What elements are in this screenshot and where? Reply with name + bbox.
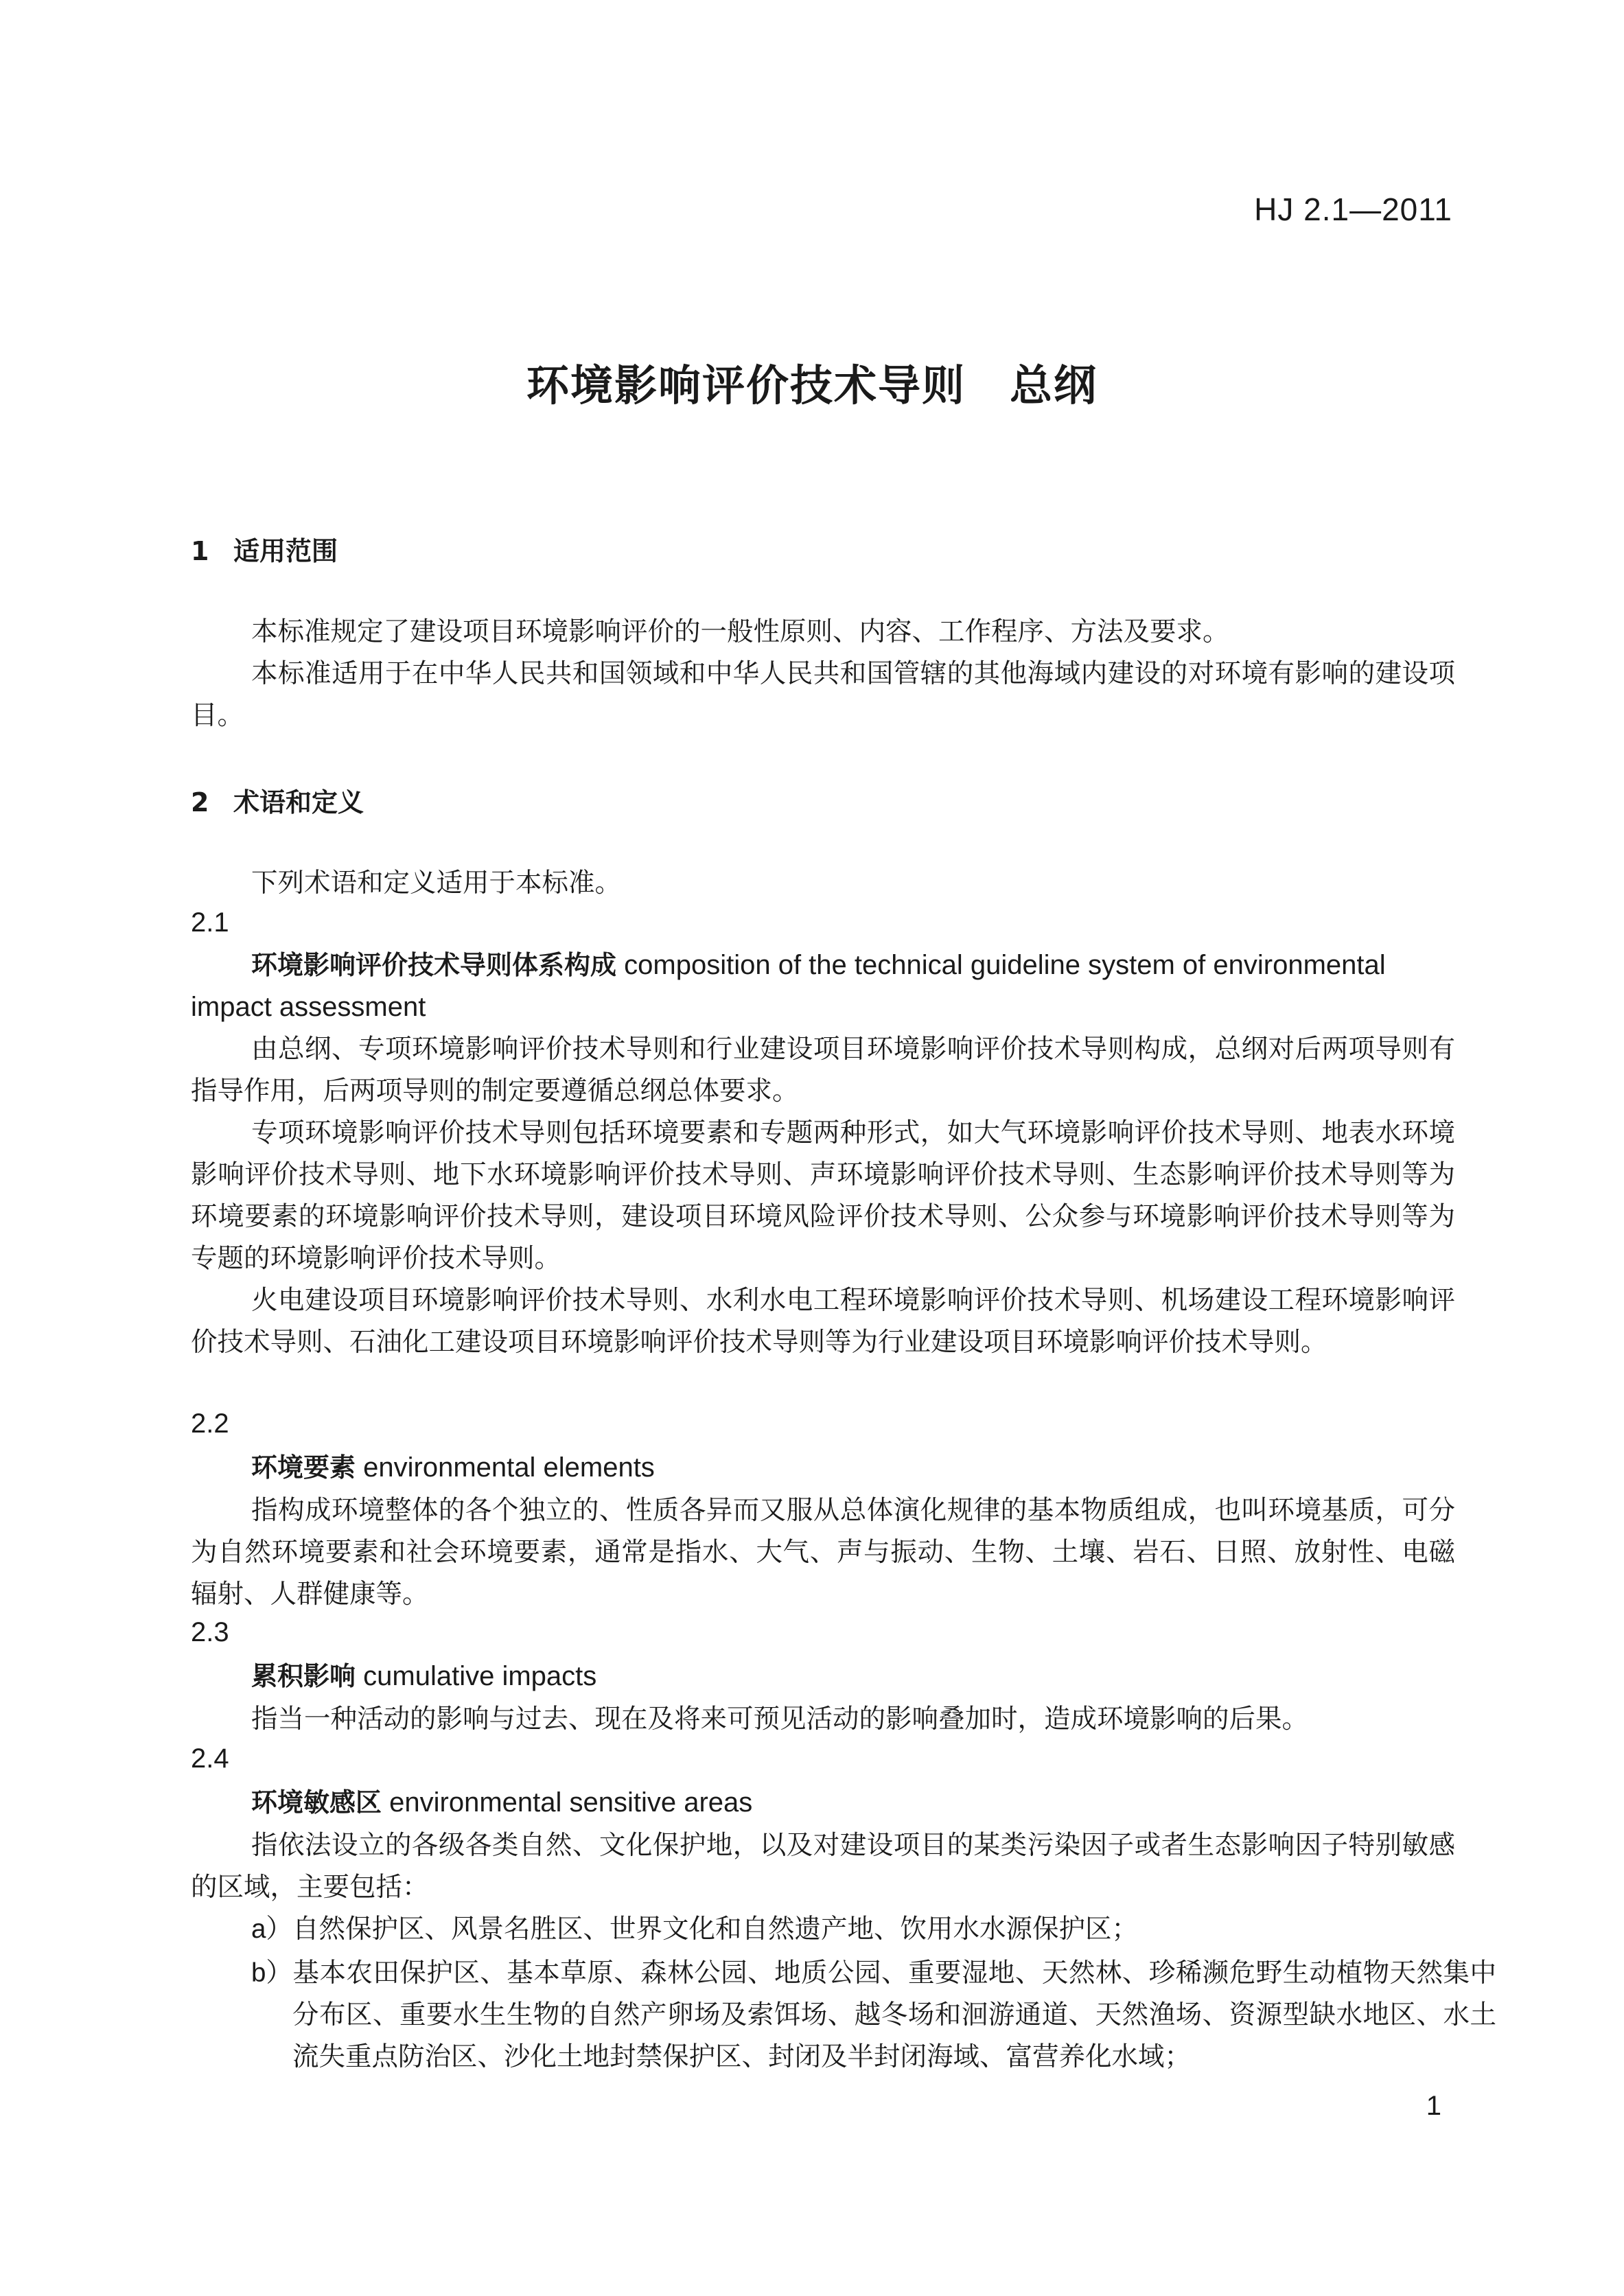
- term-en: cumulative impacts: [363, 1661, 597, 1691]
- term-zh: 环境敏感区: [251, 1787, 382, 1818]
- paragraph: 由总纲、专项环境影响评价技术导则和行业建设项目环境影响评价技术导则构成，总纲对后两项导则有指导作用，后两项导则的制定要遵循总纲总体要求。: [191, 1034, 1455, 1106]
- list-text: 自然保护区、风景名胜区、世界文化和自然遗产地、饮用水水源保护区；: [292, 1914, 1139, 1945]
- term-heading: [191, 1782, 1455, 1824]
- term-heading: [191, 944, 1455, 1028]
- term-heading: [191, 1447, 1455, 1489]
- list-marker: b）: [251, 1958, 292, 1988]
- paragraph: 指依法设立的各级各类自然、文化保护地，以及对建设项目的某类污染因子或者生态影响因子特别敏感的区域，主要包括：: [191, 1830, 1455, 1903]
- section-number: 2: [191, 787, 209, 817]
- section-number: 1: [191, 536, 209, 566]
- list-item: [251, 1952, 1496, 2078]
- term-number: 2.2: [191, 1408, 229, 1439]
- paragraph: 指构成环境整体的各个独立的、性质各异而又服从总体演化规律的基本物质组成，也叫环境基质，可分为自然环境要素和社会环境要素，通常是指水、大气、声与振动、生物、土壤、岩石、日照、放射性、电磁辐射、人群健康等。: [191, 1495, 1455, 1610]
- term-en: environmental sensitive areas: [389, 1787, 753, 1818]
- paragraph: 火电建设项目环境影响评价技术导则、水利水电工程环境影响评价技术导则、机场建设工程环境影响评价技术导则、石油化工建设项目环境影响评价技术导则等为行业建设项目环境影响评价技术导则。: [191, 1285, 1455, 1358]
- paragraph: 下列术语和定义适用于本标准。: [251, 868, 622, 898]
- section-heading-scope: [191, 530, 338, 568]
- term-zh: 环境要素: [251, 1452, 356, 1483]
- document-title: 环境影响评价技术导则 总纲: [526, 360, 1098, 410]
- paragraph: 本标准规定了建设项目环境影响评价的一般性原则、内容、工作程序、方法及要求。: [251, 616, 1229, 647]
- section-heading-terms: [191, 781, 364, 819]
- paragraph: 本标准适用于在中华人民共和国领域和中华人民共和国管辖的其他海域内建设的对环境有影响的建设项目。: [191, 658, 1455, 731]
- term-zh: 累积影响: [251, 1661, 356, 1691]
- term-en: composition of the technical guideline system of environmental impact assessment: [191, 950, 1386, 1022]
- paragraph: 指当一种活动的影响与过去、现在及将来可预见活动的影响叠加时，造成环境影响的后果。: [251, 1704, 1309, 1735]
- paragraph: 专项环境影响评价技术导则包括环境要素和专题两种形式，如大气环境影响评价技术导则、地表水环境影响评价技术导则、地下水环境影响评价技术导则、声环境影响评价技术导则、生态影响评价技术导则等为环境要素的环境影响评价技术导则，建设项目环境风险评价技术导则、公众参与环境影响评价技术导则等为专题的环境影响评价技术导则。: [191, 1117, 1455, 1274]
- term-number: 2.3: [191, 1617, 229, 1647]
- term-zh: 环境影响评价技术导则体系构成: [251, 950, 617, 980]
- page-number: 1: [1426, 2091, 1441, 2121]
- list-marker: a）: [251, 1914, 292, 1944]
- term-heading: [191, 1656, 1455, 1697]
- list-text: 基本农田保护区、基本草原、森林公园、地质公园、重要湿地、天然林、珍稀濒危野生动植物天然集中分布区、重要水生生物的自然产卵场及索饵场、越冬场和洄游通道、天然渔场、资源型缺水地区、水土流失重点防治区、沙化土地封禁保护区、封闭及半封闭海域、富营养化水域；: [292, 1958, 1496, 2072]
- section-title: 术语和定义: [233, 787, 364, 817]
- term-en: environmental elements: [363, 1452, 655, 1483]
- section-title: 适用范围: [233, 536, 338, 566]
- list-item: [251, 1908, 1496, 1950]
- term-number: 2.1: [191, 907, 229, 938]
- standard-code: HJ 2.1—2011: [1254, 192, 1452, 227]
- term-number: 2.4: [191, 1743, 229, 1774]
